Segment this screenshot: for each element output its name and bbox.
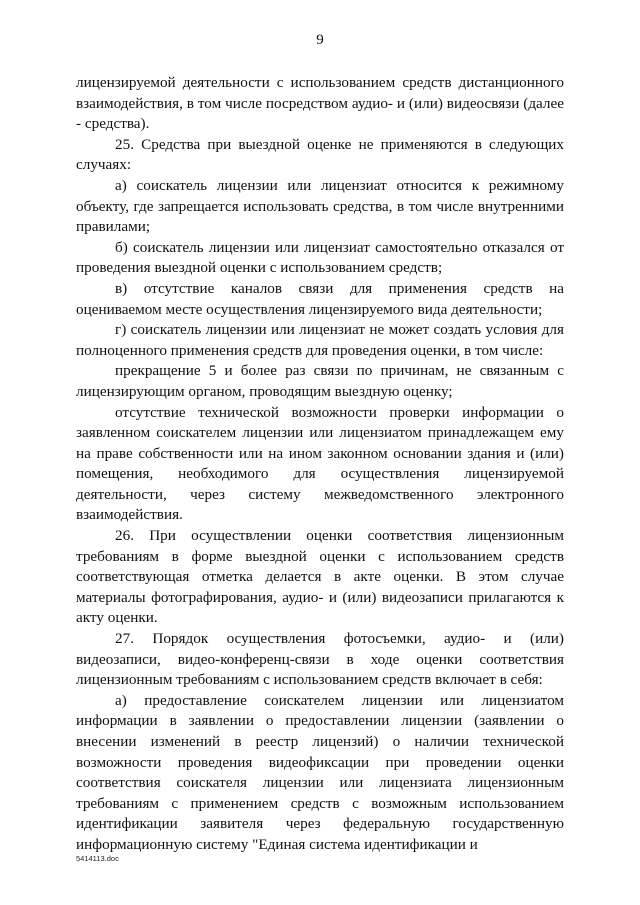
paragraph-subitem-g: г) соискатель лицензии или лицензиат не может создать условия для полноценного применения средств для проведения оценки, в том числе: — [76, 321, 564, 359]
paragraph-item-25: 25. Средства при выездной оценке не применяются в следующих случаях: — [76, 135, 564, 174]
paragraph-item-27: 27. Порядок осуществления фотосъемки, аудио- и (или) видеозаписи, видео-конференц-связи в ходе оценки соответствия лицензионным требованиям с использованием средств включает в себя: — [76, 630, 564, 689]
paragraph-condition-1: прекращение 5 и более раз связи по причинам, не связанным с лицензирующим органом, проводящим выездную оценку; — [76, 362, 564, 400]
paragraph-subitem-b: б) соискатель лицензии или лицензиат самостоятельно отказался от проведения выездной оценки с использованием средств; — [76, 238, 564, 277]
paragraph-continuation: лицензируемой деятельности с использованием средств дистанционного взаимодействия, в том числе посредством аудио- и (или) видеосвязи (далее - средства). — [76, 74, 564, 133]
file-name-footer: 5414113.doc — [76, 854, 119, 863]
paragraph-subitem-a: а) соискатель лицензии или лицензиат относится к режимному объекту, где запрещается использовать средства, в том числе внутренними правилами; — [76, 176, 564, 236]
document-body — [76, 73, 564, 856]
paragraph-item-26: 26. При осуществлении оценки соответствия лицензионным требованиям в форме выездной оценки с использованием средств соответствующая отметка делается в акте оценки. В этом случае материалы фотографирования, аудио- и (или) видеозаписи прилагаются к акту оценки. — [76, 527, 564, 627]
paragraph-condition-2: отсутствие технической возможности проверки информации о заявленном соискателем лицензии или лицензиатом принадлежащем ему на праве собственности или на ином законном основании здания и (или) помещения, необходимого для осуществления лицензируемой деятельности, через систему межведомственного электронного взаимодействия. — [76, 403, 564, 524]
page-number: 9 — [316, 32, 324, 48]
paragraph-subitem-v: в) отсутствие каналов связи для применения средств на оцениваемом месте осуществления лицензируемого вида деятельности; — [76, 279, 564, 318]
paragraph-item-27-a: а) предоставление соискателем лицензии или лицензиатом информации в заявлении о предоставлении лицензии (заявлении о внесении изменений в реестр лицензий) о наличии технической возможности проведения видеофиксации при проведении оценки соответствия соискателя лицензии или лицензиата лицензионным требованиям с применением средств с возможным использованием идентификации заявителя через федеральную государственную информационную систему "Единая система идентификации и — [76, 691, 564, 853]
